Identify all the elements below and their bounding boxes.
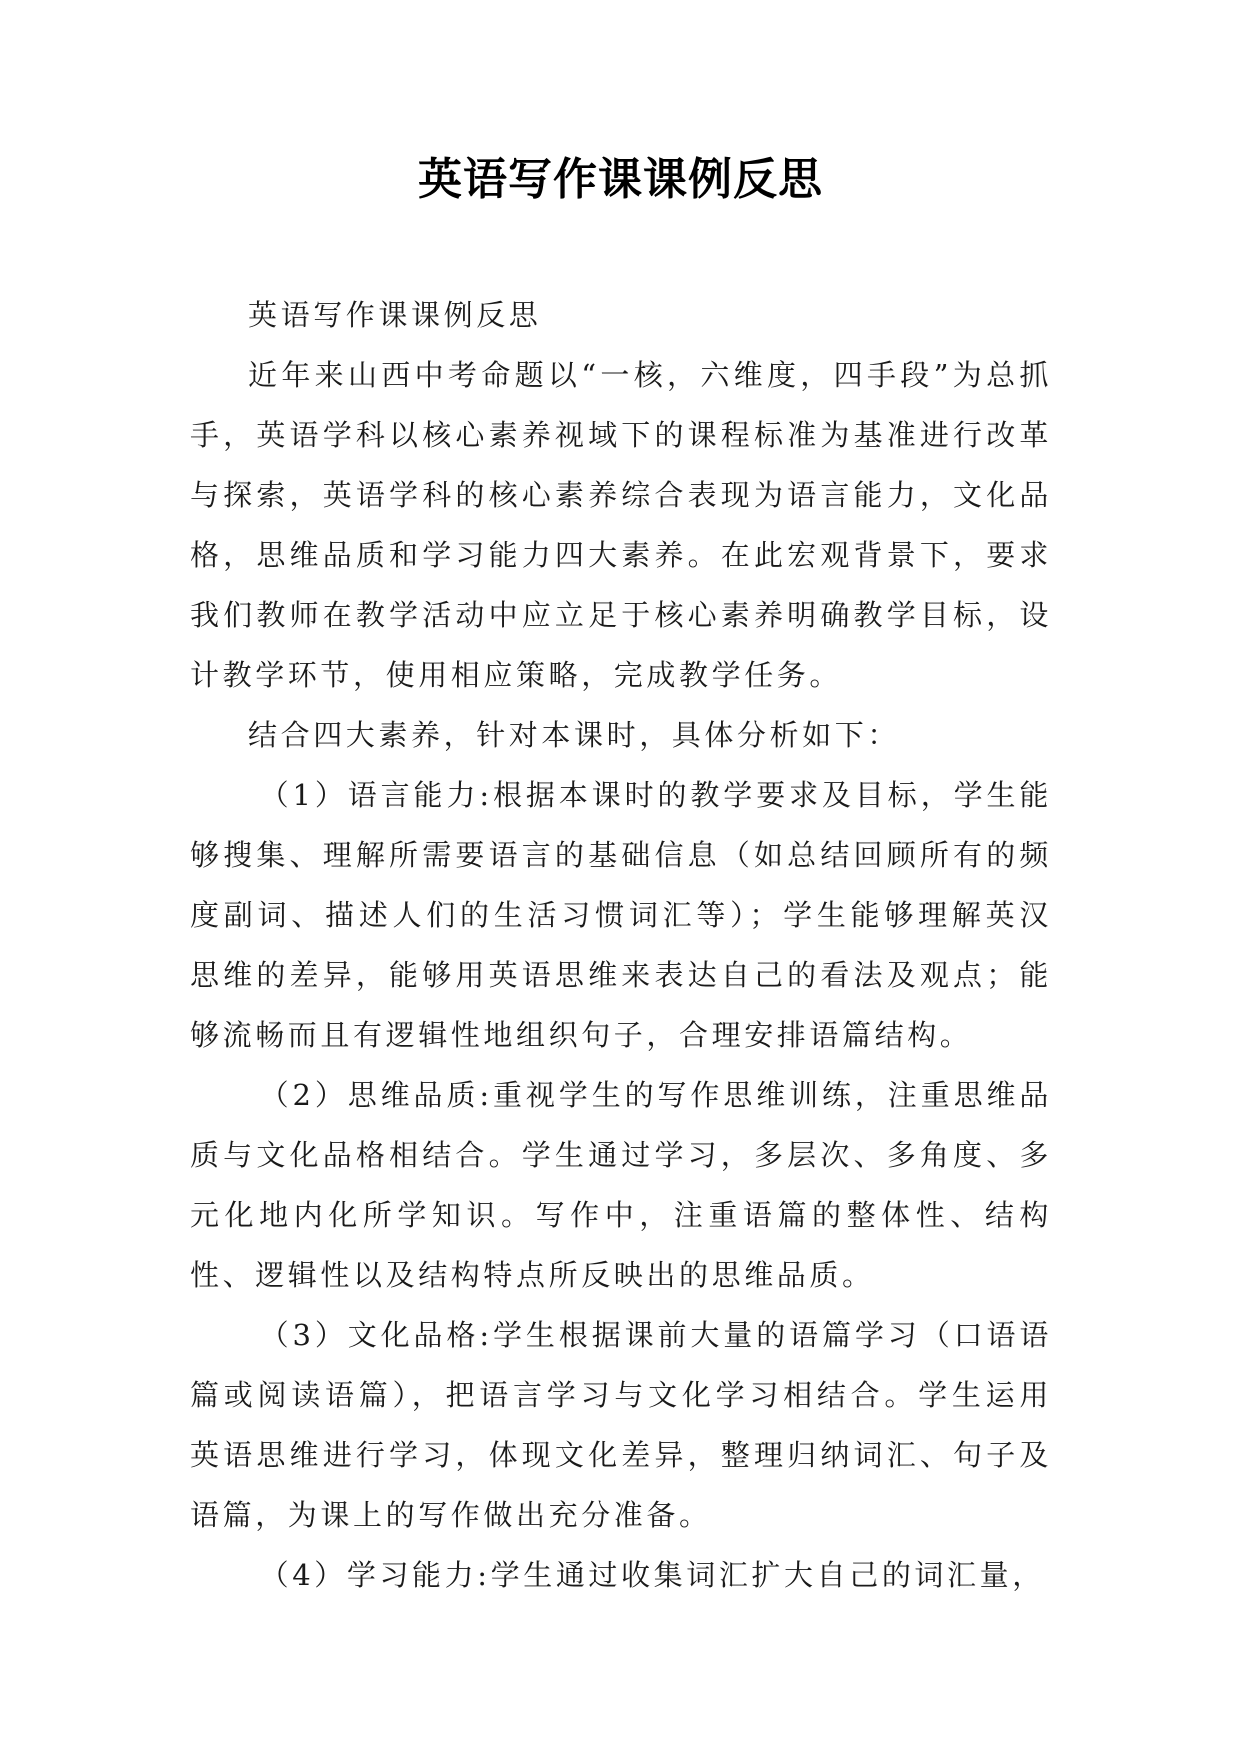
document-title: 英语写作课课例反思 [418, 154, 823, 205]
body-paragraph-intro: 结合四大素养，针对本课时，具体分析如下： [248, 718, 901, 752]
body-paragraph-language-ability: （1）语言能力:根据本课时的教学要求及目标，学生能够搜集、理解所需要语言的基础信息（如总结回顾所有的频度副词、描述人们的生活习惯词汇等）；学生能够理解英汉思维的差异，能够用英语思维来表达自己的看法及观点；能够流畅而且有逻辑性地组织句子，合理安排语篇结构。 [190, 778, 1052, 1052]
body-paragraph-learning-ability: （4）学习能力:学生通过收集词汇扩大自己的词汇量， [259, 1558, 1045, 1592]
body-paragraph-thinking-quality: （2）思维品质:重视学生的写作思维训练，注重思维品质与文化品格相结合。学生通过学习，多层次、多角度、多元化地内化所学知识。写作中，注重语篇的整体性、结构性、逻辑性以及结构特点所反映出的思维品质。 [190, 1078, 1052, 1292]
document-body [190, 285, 1052, 1605]
body-paragraph-subtitle: 英语写作课课例反思 [248, 298, 542, 332]
body-paragraph-cultural-character: （3）文化品格:学生根据课前大量的语篇学习（口语语篇或阅读语篇），把语言学习与文化学习相结合。学生运用英语思维进行学习，体现文化差异，整理归纳词汇、句子及语篇，为课上的写作做出充分准备。 [190, 1318, 1052, 1532]
body-paragraph-background: 近年来山西中考命题以“一核，六维度，四手段”为总抓手，英语学科以核心素养视域下的课程标准为基准进行改革与探索，英语学科的核心素养综合表现为语言能力，文化品格，思维品质和学习能力四大素养。在此宏观背景下，要求我们教师在教学活动中应立足于核心素养明确教学目标，设计教学环节，使用相应策略，完成教学任务。 [190, 358, 1052, 692]
